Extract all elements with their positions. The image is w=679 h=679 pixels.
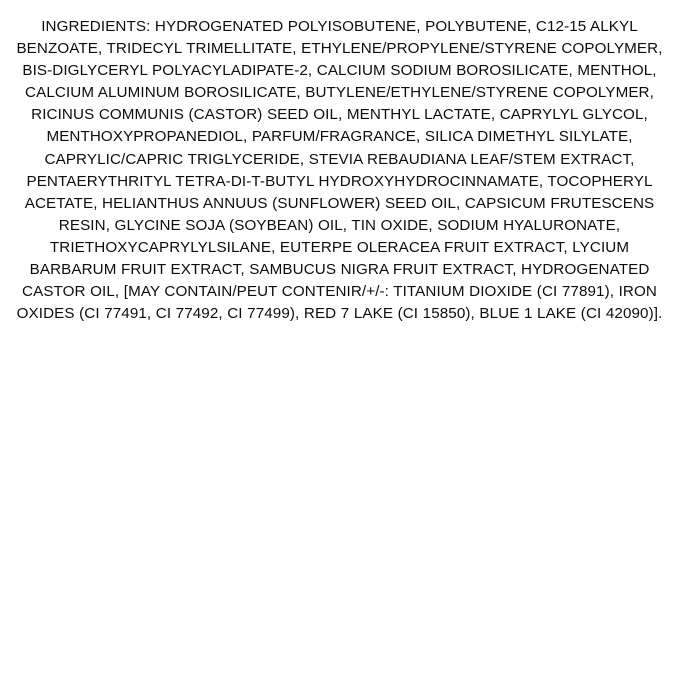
ingredients-paragraph: INGREDIENTS: HYDROGENATED POLYISOBUTENE, POLYBUTENE, C12-15 ALKYL BENZOATE, TRIDECYL TRIMELLITATE, ETHYLENE/PROPYLENE/STYRENE COPOLYMER, BIS-DIGLYCERYL POLYACYLADIPATE-2, CALCIUM SODIUM BOROSILICATE, MENTHOL, CALCIUM ALUMINUM BOROSILICATE, BUTYLENE/ETHYLENE/STYRENE COPOLYMER, RICINUS COMMUNIS (CASTOR) SEED OIL, MENTHYL LACTATE, CAPRYLYL GLYCOL, MENTHOXYPROPANEDIOL, PARFUM/FRAGRANCE, SILICA DIMETHYL SILYLATE, CAPRYLIC/CAPRIC TRIGLYCERIDE, STEVIA REBAUDIANA LEAF/STEM EXTRACT, PENTAERYTHRITYL TETRA-DI-T-BUTYL HYDROXYHYDROCINNAMATE, TOCOPHERYL ACETATE, HELIANTHUS ANNUUS (SUNFLOWER) SEED OIL, CAPSICUM FRUTESCENS RESIN, GLYCINE SOJA (SOYBEAN) OIL, TIN OXIDE, SODIUM HYALURONATE, TRIETHOXYCAPRYLYLSILANE, EUTERPE OLERACEA FRUIT EXTRACT, LYCIUM BARBARUM FRUIT EXTRACT, SAMBUCUS NIGRA FRUIT EXTRACT, HYDROGENATED CASTOR OIL, [MAY CONTAIN/PEUT CONTENIR/+/-: TITANIUM DIOXIDE (CI 77891), IRON OXIDES (CI 77491, CI 77492, CI 77499), RED 7 LAKE (CI 15850), BLUE 1 LAKE (CI 42090)]. (16, 18, 663, 323)
